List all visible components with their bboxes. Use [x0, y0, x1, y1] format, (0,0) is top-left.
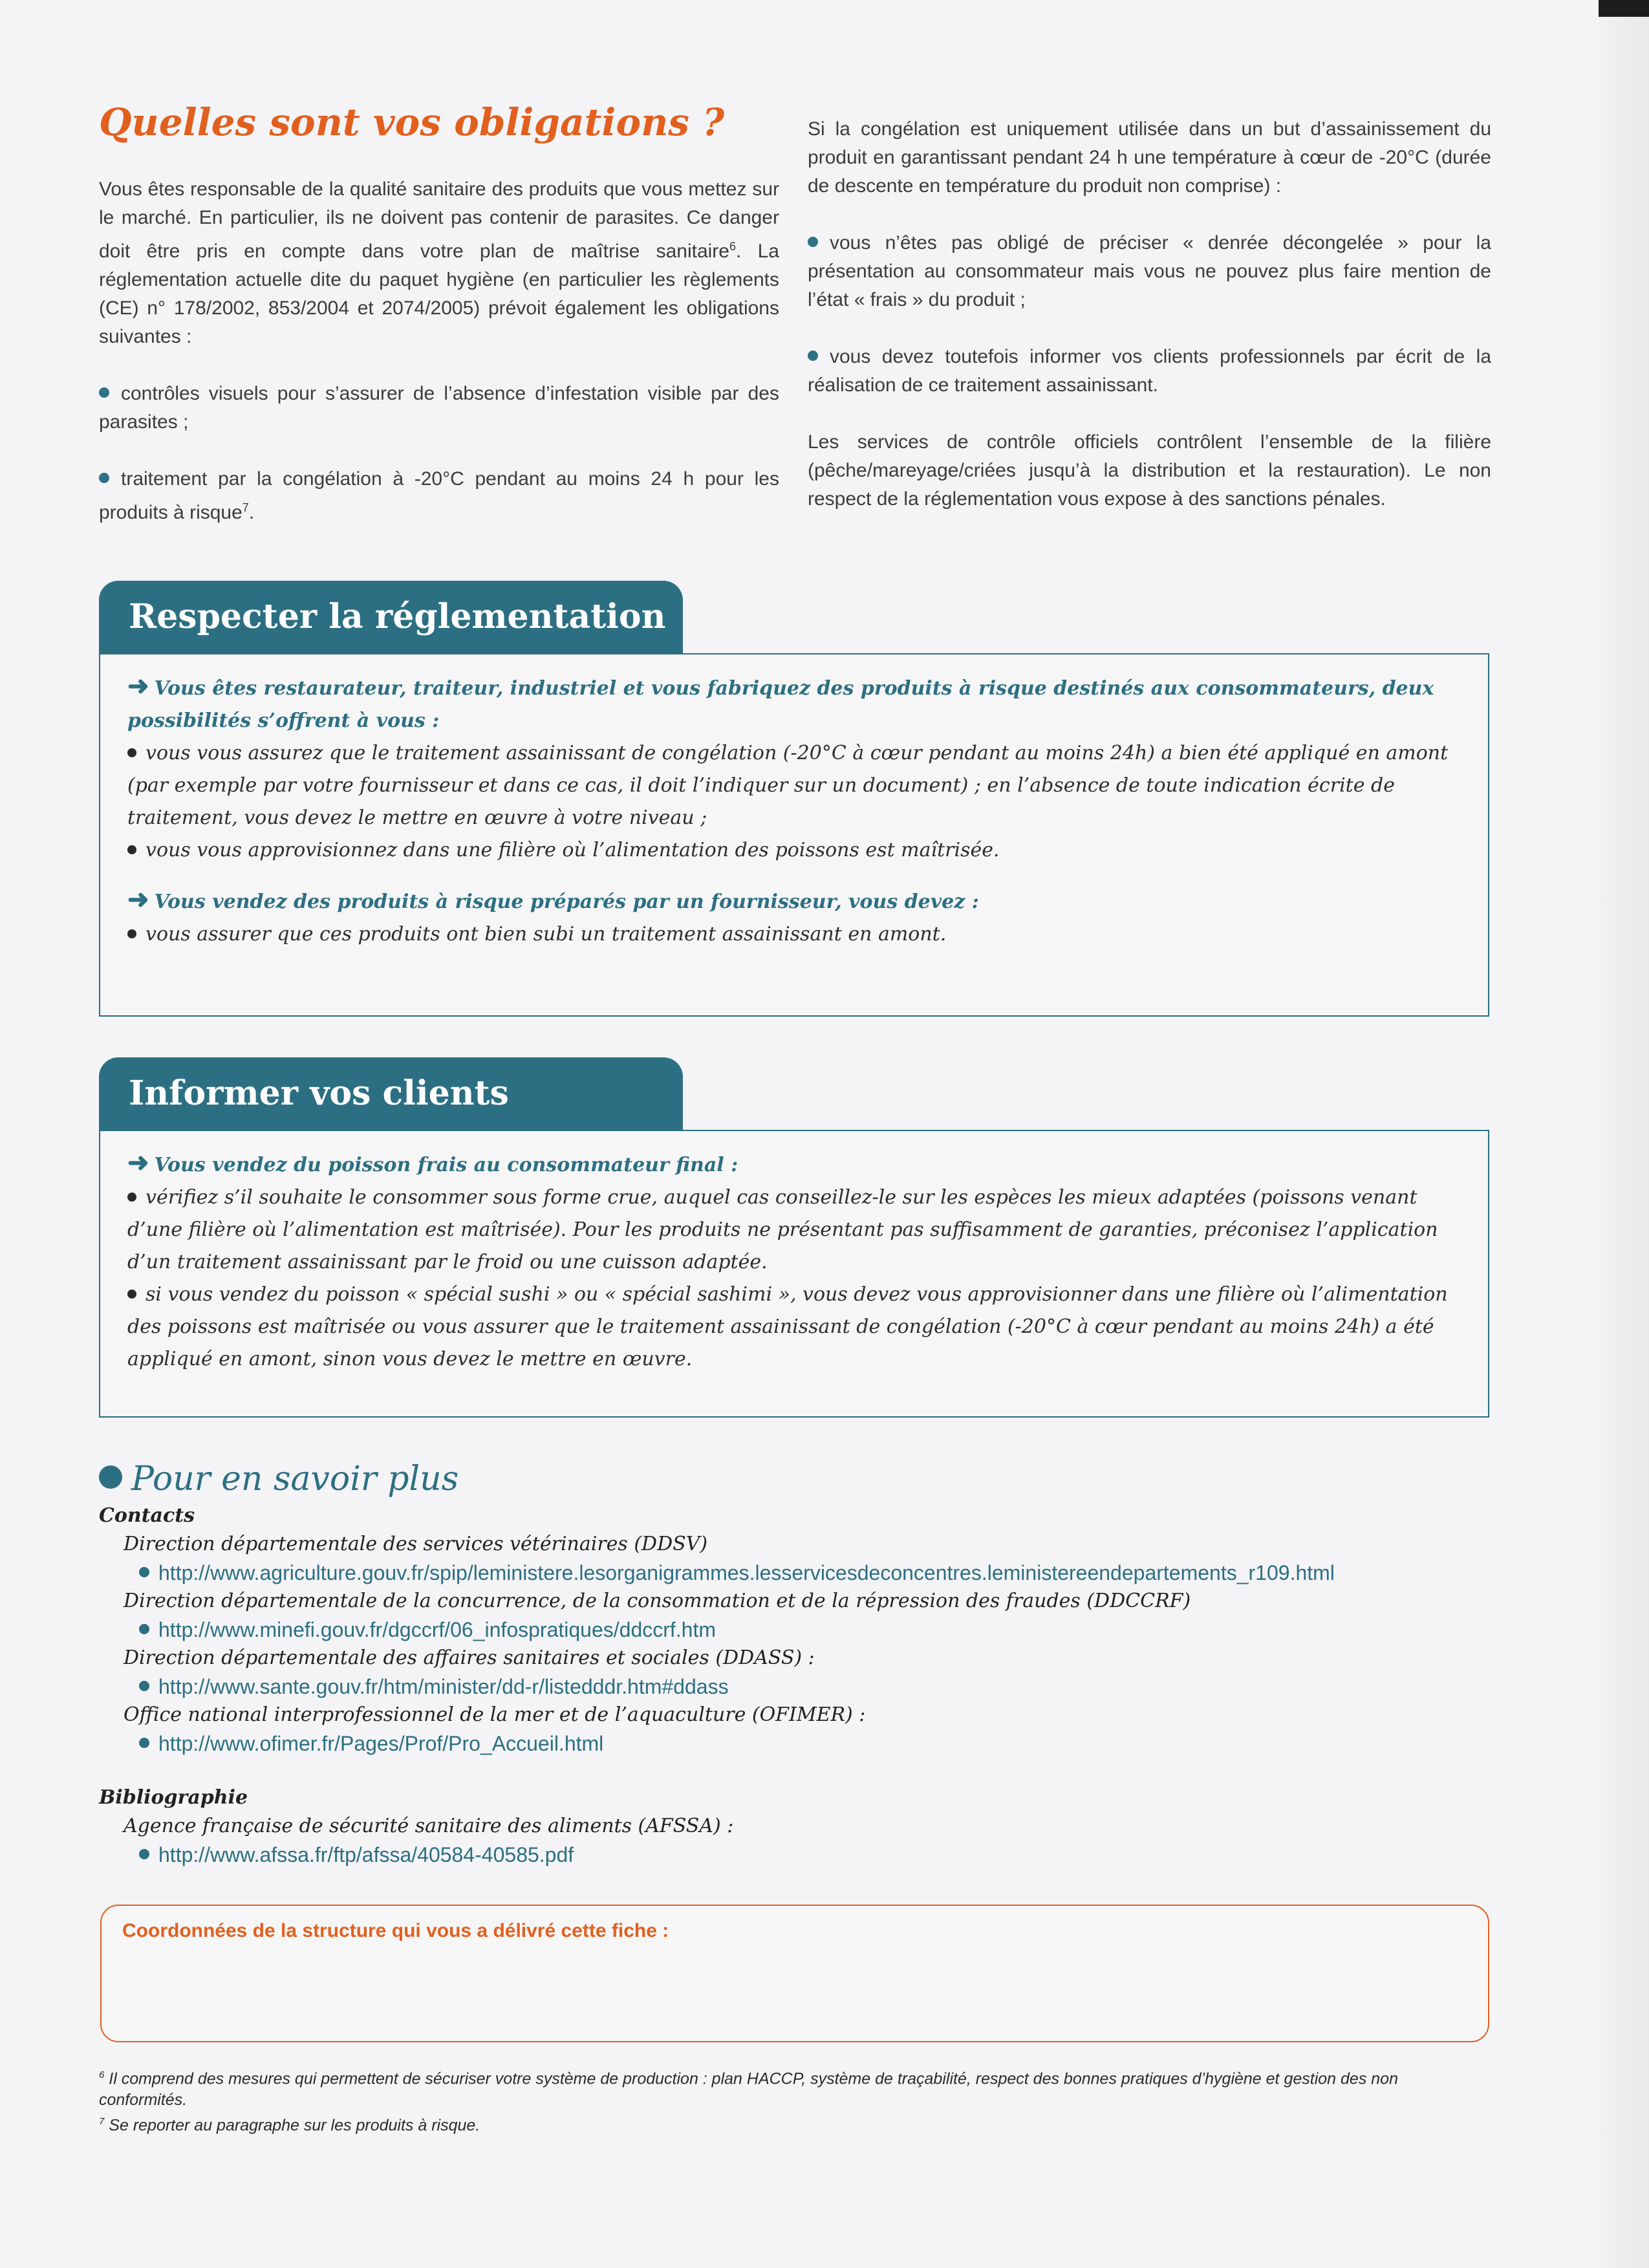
clients-box [99, 1130, 1489, 1418]
contact-org-ddccrf: Direction départementale de la concurrence, de la consommation et de la répression des fraudes (DDCCRF) [124, 1590, 1191, 1612]
page-edge [1599, 0, 1649, 2268]
bullet-dot-icon [127, 845, 136, 854]
contact-org-ddass: Direction départementale des affaires sanitaires et sociales (DDASS) : [124, 1647, 815, 1669]
reglementation-box [99, 653, 1489, 1017]
clients-item [127, 1279, 1463, 1376]
link-text[interactable]: http://www.agriculture.gouv.fr/spip/leministere.lesorganigrammes.lesservicesdeconcentres.leministereendepartements_r109.html [158, 1561, 1335, 1584]
bullet-dot-icon [99, 1465, 122, 1489]
obligations-right-column [808, 115, 1491, 513]
savoir-plus-title: Pour en savoir plus [131, 1460, 459, 1498]
obligations-intro-text: Vous êtes responsable de la qualité sanitaire des produits que vous mettez sur le marché. En particulier, ils ne doivent pas contenir de parasites. Ce danger doit être pris en compte dans votre plan de maîtrise sanitaire [99, 178, 779, 262]
intro-text: Vous êtes restaurateur, traiteur, industriel et vous fabriquez des produits à risque destinés aux consommateurs, deux possibilités s’offrent à vous : [127, 677, 1434, 732]
bullet-dot-icon [139, 1681, 149, 1691]
congelation-bullet-text: vous n’êtes pas obligé de préciser « denrée décongelée » pour la présentation au consommateur mais vous ne pouvez plus faire mention de l’état « frais » du produit ; [808, 232, 1491, 310]
congelation-bullet-label [808, 229, 1491, 314]
bullet-dot-icon [808, 237, 818, 247]
obligation-bullet-text: contrôles visuels pour s’assurer de l’absence d’infestation visible par des parasites ; [99, 383, 779, 433]
contact-link-ddccrf[interactable] [139, 1615, 1489, 1644]
bullet-dot-icon [99, 473, 109, 483]
footnote-text: Se reporter au paragraphe sur les produits à risque. [109, 2116, 480, 2135]
footnote-text: Il comprend des mesures qui permettent de sécuriser votre système de production : plan HACCP, système de traçabilité, respect des bonnes pratiques d’hygiène et gestion des non conformités. [99, 2069, 1398, 2110]
contact-org-ddsv: Direction départementale des services vétérinaires (DDSV) [124, 1533, 708, 1555]
bullet-dot-icon [139, 1738, 149, 1748]
savoir-plus-heading [99, 1456, 1489, 1502]
bullet-dot-icon [808, 351, 818, 361]
item-text: vous vous approvisionnez dans une filière où l’alimentation des poissons est maîtrisée. [146, 839, 1000, 861]
controls-paragraph: Les services de contrôle officiels contrôlent l’ensemble de la filière (pêche/mareyage/criées jusqu’à la distribution et la restauration). Le non respect de la réglementation vous expose à des sanctions pénales. [808, 431, 1491, 510]
item-text: vérifiez s’il souhaite le consommer sous forme crue, auquel cas conseillez-le sur les espèces les mieux adaptées (poissons venant d’une filière où l’alimentation est maîtrisée). Pour les produits ne présentant pas suffisamment de garanties, préconisez l’application d’un traitement assainissant par le froid ou une cuisson adaptée. [127, 1186, 1438, 1273]
footnote-7 [99, 2111, 1489, 2136]
bullet-dot-icon [99, 387, 109, 398]
item-text: vous vous assurez que le traitement assainissant de congélation (-20°C à cœur pendant au moins 24h) a bien été appliqué en amont (par exemple par votre fournisseur et dans ce cas, il doit l’indiquer sur un document) ; en l’absence de toute indication écrite de traitement, vous devez le mettre en œuvre à votre niveau ; [127, 742, 1449, 829]
footnote-number: 6 [99, 2069, 105, 2080]
obligation-bullet-text: traitement par la congélation à -20°C pendant au moins 24 h pour les produits à risque [99, 468, 779, 523]
contact-org-ofimer: Office national interprofessionnel de la mer et de l’aquaculture (OFIMER) : [124, 1703, 866, 1726]
footnote-6 [99, 2064, 1489, 2111]
congelation-bullet-inform [808, 343, 1491, 400]
reglementation-intro-fabricants [127, 670, 1463, 737]
clients-intro [127, 1147, 1463, 1182]
coordonnees-title: Coordonnées de la structure qui vous a délivré cette fiche : [122, 1920, 669, 1941]
footnote-number: 7 [99, 2116, 105, 2128]
congelation-intro: Si la congélation est uniquement utilisée dans un but d’assainissement du produit en garantissant pendant 24 h une température à cœur de -20°C (durée de descente en température du produit non comprise) : [808, 118, 1491, 197]
obligations-intro [99, 175, 779, 351]
reglementation-item [127, 737, 1463, 834]
link-text[interactable]: http://www.sante.gouv.fr/htm/minister/dd-r/listedddr.htm#ddass [158, 1675, 729, 1698]
obligation-bullet-end: . [248, 502, 255, 523]
contact-link-ddass[interactable] [139, 1672, 1489, 1701]
savoir-plus-section [99, 1456, 1489, 1869]
link-text[interactable]: http://www.minefi.gouv.fr/dgccrf/06_infospratiques/ddccrf.htm [158, 1618, 717, 1641]
clients-item [127, 1182, 1463, 1279]
link-text[interactable]: http://www.ofimer.fr/Pages/Prof/Pro_Accueil.html [158, 1732, 604, 1755]
reglementation-title: Respecter la réglementation [129, 597, 666, 636]
contact-link-ddsv[interactable] [139, 1559, 1489, 1587]
bullet-dot-icon [139, 1567, 149, 1577]
bullet-dot-icon [127, 1290, 136, 1299]
bullet-dot-icon [127, 748, 136, 757]
congelation-bullet-text: vous devez toutefois informer vos clients professionnels par écrit de la réalisation de ce traitement assainissant. [808, 346, 1491, 396]
obligations-left-column [99, 100, 779, 527]
biblio-org-afssa: Agence française de sécurité sanitaire des aliments (AFSSA) : [124, 1815, 734, 1837]
footnotes [99, 2064, 1489, 2137]
link-text[interactable]: http://www.afssa.fr/ftp/afssa/40584-40585.pdf [158, 1843, 574, 1866]
coordonnees-box [100, 1905, 1489, 2042]
clients-title: Informer vos clients [129, 1074, 509, 1113]
obligation-bullet-visual [99, 380, 779, 437]
reglementation-item [127, 834, 1463, 867]
obligations-title: Quelles sont vos obligations ? [99, 100, 725, 144]
bullet-dot-icon [127, 1193, 136, 1202]
footnote-ref-7: 7 [242, 501, 249, 514]
clients-tab [99, 1057, 683, 1130]
contacts-label: Contacts [99, 1504, 195, 1527]
bullet-dot-icon [139, 1849, 149, 1859]
arrow-right-icon: ➜ [127, 884, 149, 914]
arrow-right-icon: ➜ [127, 671, 149, 701]
reglementation-tab [99, 581, 683, 653]
item-text: vous assurer que ces produits ont bien subi un traitement assainissant en amont. [146, 923, 947, 945]
bibliographie-label: Bibliographie [99, 1786, 248, 1809]
obligation-bullet-freezing [99, 465, 779, 527]
contact-link-ofimer[interactable] [139, 1729, 1489, 1758]
reglementation-item [127, 918, 1463, 951]
bullet-dot-icon [139, 1624, 149, 1634]
obligations-intro-continued: . La réglementation actuelle dite du paquet hygiène (en particulier les règlements (CE) n° 178/2002, 853/2004 et 2074/2005) prévoit également les obligations suivantes : [99, 241, 779, 347]
reglementation-intro-revendeurs [127, 883, 1463, 918]
bullet-dot-icon [127, 929, 136, 938]
page-corner [1599, 0, 1649, 17]
biblio-link-afssa[interactable] [139, 1841, 1489, 1869]
intro-text: Vous vendez des produits à risque préparés par un fournisseur, vous devez : [154, 891, 979, 913]
intro-text: Vous vendez du poisson frais au consommateur final : [154, 1154, 738, 1176]
arrow-right-icon: ➜ [127, 1147, 149, 1178]
item-text: si vous vendez du poisson « spécial sushi » ou « spécial sashimi », vous devez vous approvisionner dans une filière où l’alimentation des poissons est maîtrisée ou vous assurer que le traitement assainissant de congélation (-20°C à cœur pendant au moins 24h) a été appliqué en amont, sinon vous devez le mettre en œuvre. [127, 1283, 1448, 1370]
footnote-ref-6: 6 [729, 240, 736, 253]
